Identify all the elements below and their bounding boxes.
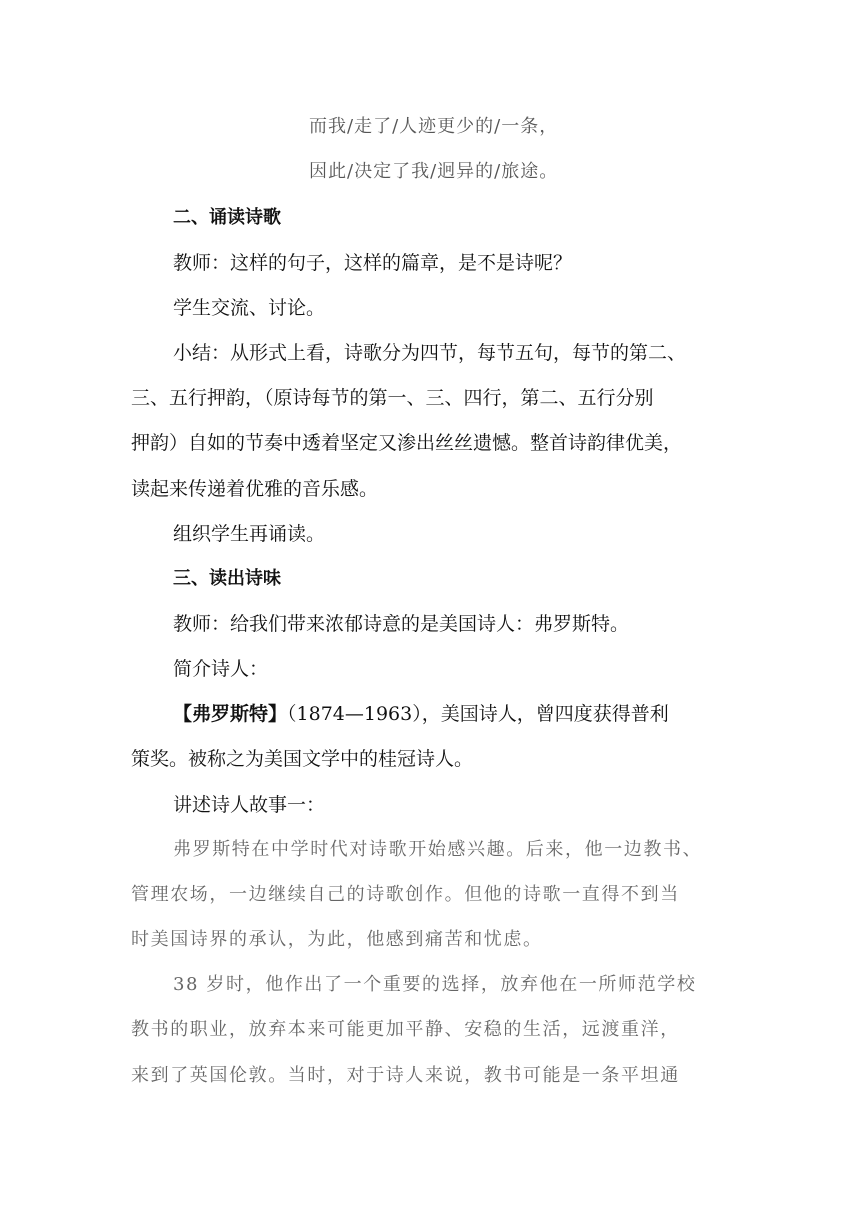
poet-intro-label: 简介诗人： [173,658,269,680]
student-activity: 学生交流、讨论。 [173,297,326,319]
poet-bio-dates: （1874—1963），美国诗人，曾四度获得普利 [287,703,669,725]
story-p2-line-3: 来到了英国伦敦。当时，对于诗人来说，教书可能是一条平坦通 [131,1065,680,1086]
section-heading-flavor: 三、读出诗味 [173,568,281,589]
summary-line-4: 读起来传递着优雅的音乐感。 [131,478,379,500]
poet-bio-line-1 [173,699,773,729]
story-p2-line-1: 38 岁时，他作出了一个重要的选择，放弃他在一所师范学校 [173,974,697,995]
teacher-question: 教师：这样的句子，这样的篇章，是不是诗呢？ [173,252,573,274]
story-p1-line-1: 弗罗斯特在中学时代对诗歌开始感兴趣。后来，他一边教书、 [173,839,703,860]
reread-instruction: 组织学生再诵读。 [173,523,326,545]
story-p2-line-2: 教书的职业，放弃本来可能更加平静、安稳的生活，远渡重洋， [131,1019,680,1040]
summary-line-2: 三、五行押韵，（原诗每节的第一、三、四行，第二、五行分别 [131,387,654,409]
story-p1-line-2: 管理农场，一边继续自己的诗歌创作。但他的诗歌一直得不到当 [131,884,680,905]
section-heading-recite: 二、诵读诗歌 [173,207,281,228]
poet-bio-line-2: 策奖。被称之为美国文学中的桂冠诗人。 [131,748,474,770]
story-p1-line-3: 时美国诗界的承认，为此，他感到痛苦和忧虑。 [131,929,543,950]
poem-line-1: 而我/走了/人迹更少的/一条， [309,116,559,137]
teacher-intro: 教师：给我们带来浓郁诗意的是美国诗人：弗罗斯特。 [173,613,630,635]
summary-line-1: 小结：从形式上看，诗歌分为四节，每节五句，每节的第二、 [173,342,687,364]
poet-name: 【弗罗斯特】 [173,703,288,725]
summary-line-3: 押韵）自如的节奏中透着坚定又渗出丝丝遗憾。整首诗韵律优美， [131,432,683,454]
story-label: 讲述诗人故事一： [173,794,326,816]
poem-line-2: 因此/决定了我/迥异的/旅途。 [309,161,559,182]
